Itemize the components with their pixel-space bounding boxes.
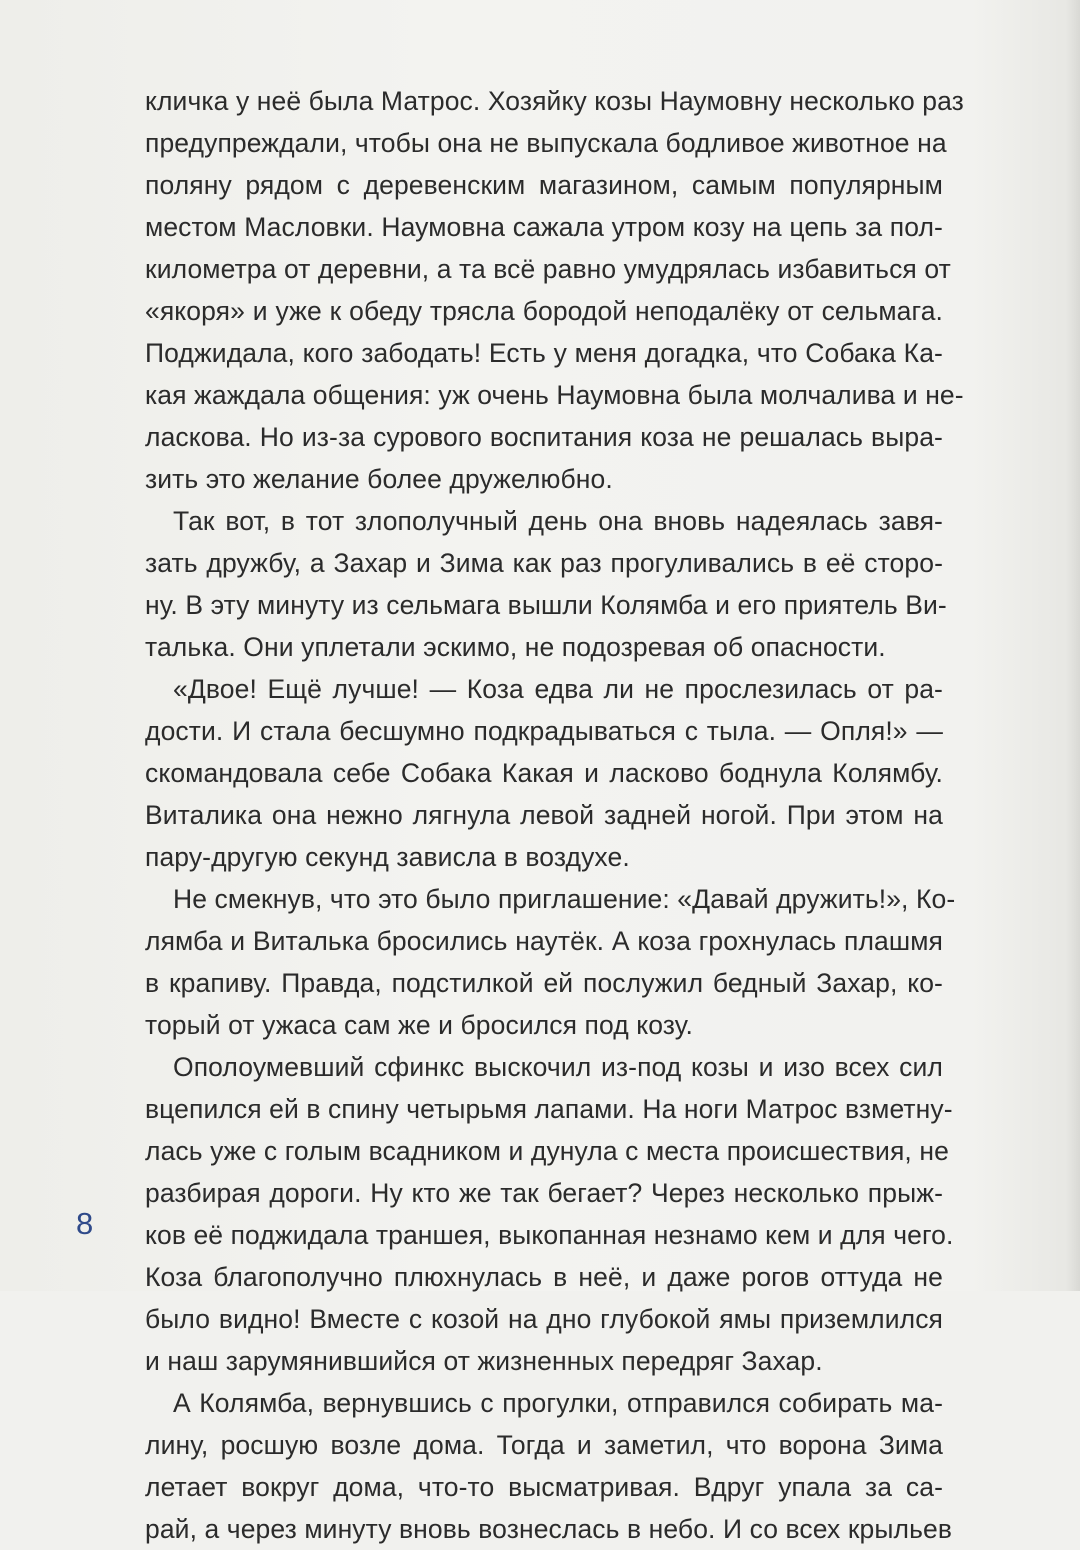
- text-line: Виталика она нежно лягнула левой задней ногой. При этом на: [145, 800, 943, 830]
- text-line: «якоря» и уже к обеду трясла бородой неподалёку от сельмага.: [145, 296, 943, 326]
- text-line: Коза благополучно плюхнулась в неё, и даже рогов оттуда не: [145, 1262, 943, 1292]
- text-line: кличка у неё была Матрос. Хозяйку козы Наумовну несколько раз: [145, 86, 964, 116]
- text-line: рай, а через минуту вновь вознеслась в небо. И со всех крыльев: [145, 1514, 952, 1544]
- text-line: летает вокруг дома, что-то высматривая. Вдруг упала за са-: [145, 1472, 943, 1502]
- text-line: ков её поджидала траншея, выкопанная незнамо кем и для чего.: [145, 1220, 954, 1250]
- text-line: и наш зарумянившийся от жизненных передряг Захар.: [145, 1346, 823, 1376]
- text-line: местом Масловки. Наумовна сажала утром козу на цепь за пол-: [145, 212, 943, 242]
- body-text: [145, 80, 964, 1550]
- paragraph-start-line: А Колямба, вернувшись с прогулки, отправился собирать ма-: [173, 1388, 943, 1418]
- text-line: пару-другую секунд зависла в воздухе.: [145, 842, 630, 872]
- paragraph-start-line: Не смекнув, что это было приглашение: «Давай дружить!», Ко-: [173, 884, 956, 914]
- text-line: Поджидала, кого забодать! Есть у меня догадка, что Собака Ка-: [145, 338, 943, 368]
- paragraph-start-line: «Двое! Ещё лучше! — Коза едва ли не прослезилась от ра-: [173, 674, 943, 704]
- text-line: кая жаждала общения: уж очень Наумовна была молчалива и не-: [145, 380, 964, 410]
- text-line: лямба и Виталька бросились наутёк. А коза грохнулась плашмя: [145, 926, 943, 956]
- text-line: ласкова. Но из-за сурового воспитания коза не решалась выра-: [145, 422, 943, 452]
- text-line: торый от ужаса сам же и бросился под козу.: [145, 1010, 693, 1040]
- page-edge-shadow: [1066, 0, 1080, 1291]
- text-line: лась уже с голым всадником и дунула с места происшествия, не: [145, 1136, 949, 1166]
- page-number: 8: [76, 1206, 94, 1241]
- paragraph-start-line: Ополоумевший сфинкс выскочил из-под козы и изо всех сил: [173, 1052, 943, 1082]
- text-line: талька. Они уплетали эскимо, не подозревая об опасности.: [145, 632, 886, 662]
- text-line: в крапиву. Правда, подстилкой ей послужил бедный Захар, ко-: [145, 968, 943, 998]
- text-line: дости. И стала бесшумно подкрадываться с тыла. — Опля!» —: [145, 716, 943, 746]
- text-line: зить это желание более дружелюбно.: [145, 464, 613, 494]
- text-line: вцепился ей в спину четырьмя лапами. На ноги Матрос взметну-: [145, 1094, 953, 1124]
- text-line: скомандовала себе Собака Какая и ласково боднула Колямбу.: [145, 758, 943, 788]
- text-line: предупреждали, чтобы она не выпускала бодливое животное на: [145, 128, 947, 158]
- text-line: ну. В эту минуту из сельмага вышли Колямба и его приятель Ви-: [145, 590, 947, 620]
- text-line: километра от деревни, а та всё равно умудрялась избавиться от: [145, 254, 951, 284]
- text-line: лину, росшую возле дома. Тогда и заметил, что ворона Зима: [145, 1430, 943, 1460]
- text-line: разбирая дороги. Ну кто же так бегает? Через несколько прыж-: [145, 1178, 943, 1208]
- paragraph-start-line: Так вот, в тот злополучный день она вновь надеялась завя-: [173, 506, 943, 536]
- text-line: зать дружбу, а Захар и Зима как раз прогуливались в её сторо-: [145, 548, 943, 578]
- text-line: поляну рядом с деревенским магазином, самым популярным: [145, 170, 943, 200]
- text-line: было видно! Вместе с козой на дно глубокой ямы приземлился: [145, 1304, 943, 1334]
